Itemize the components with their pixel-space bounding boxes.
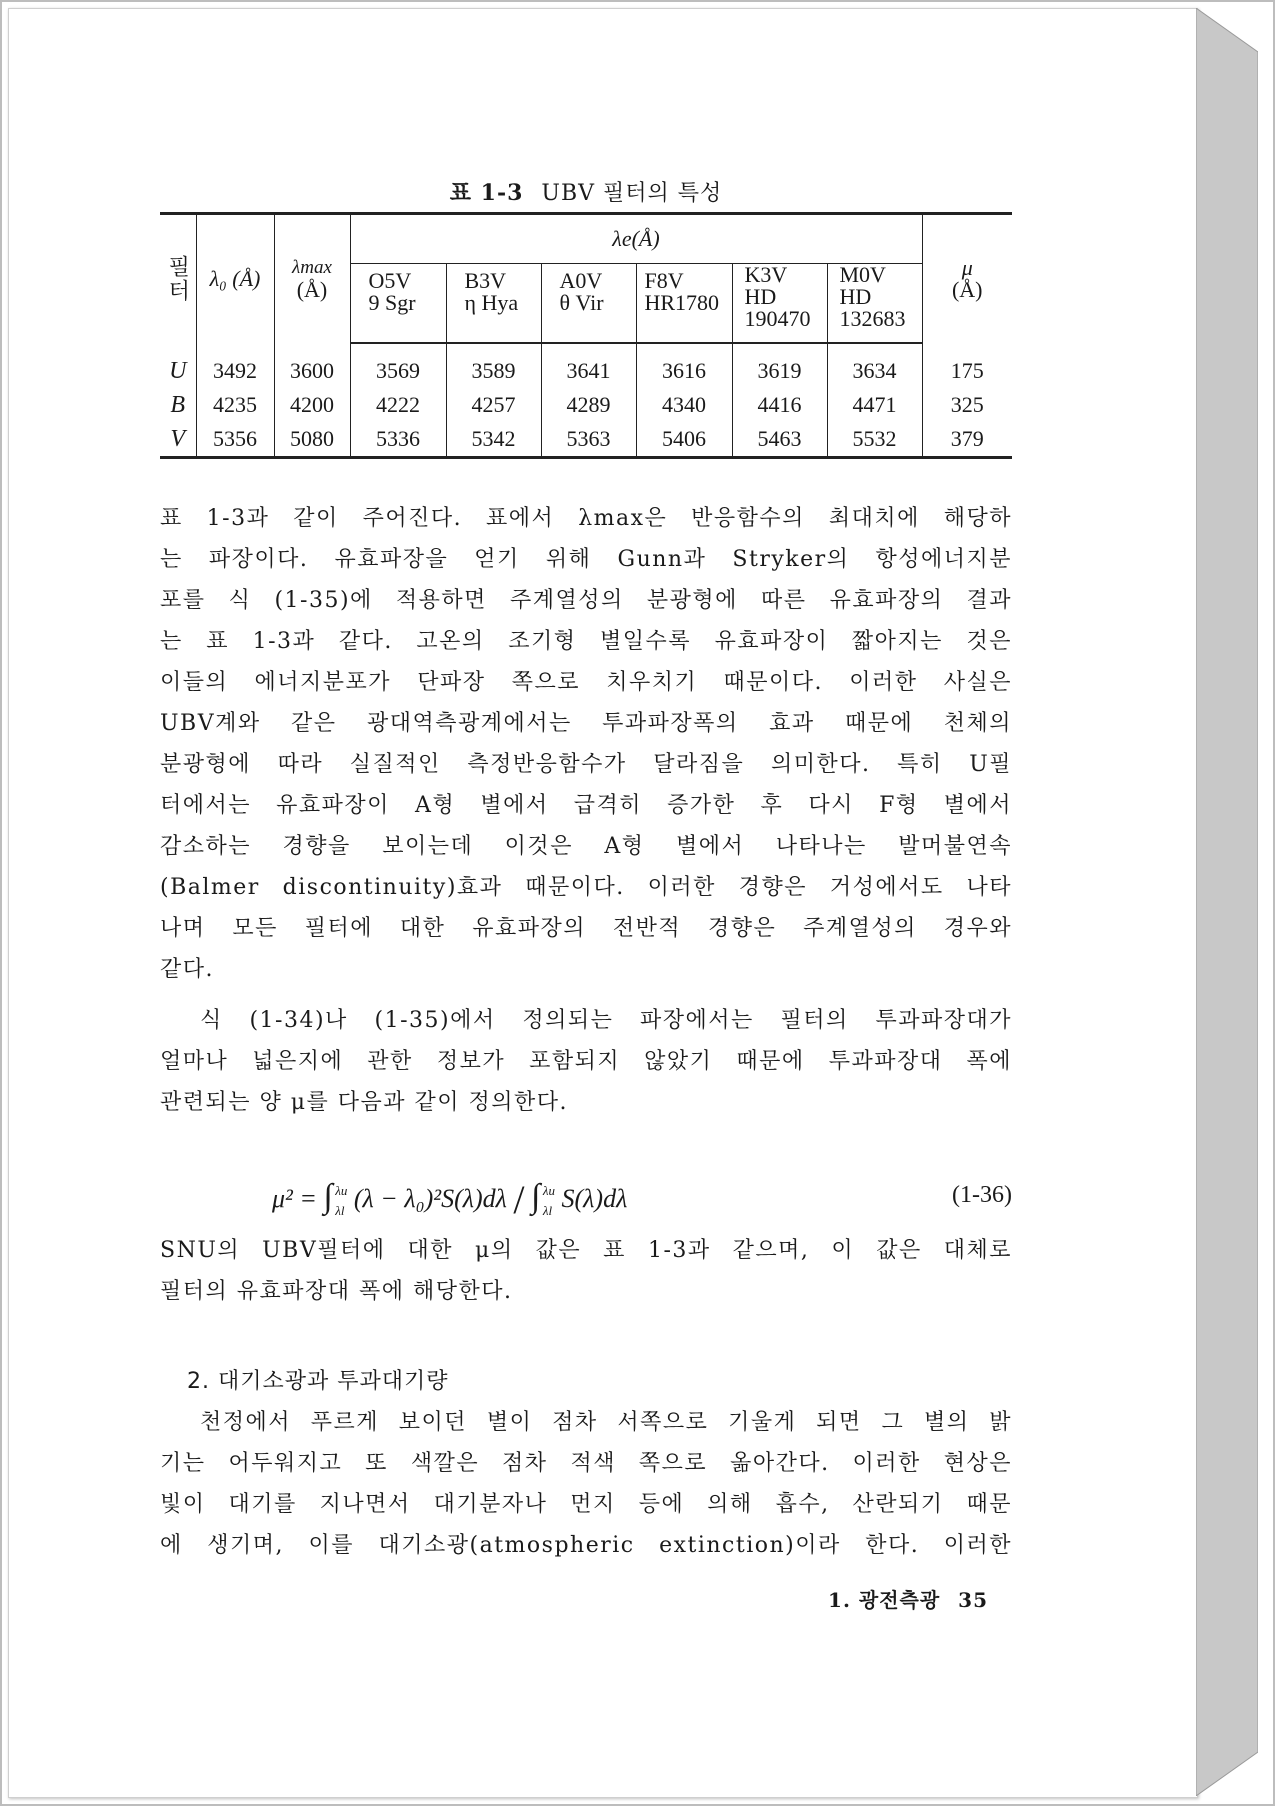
integrand-denominator: S(λ)dλ xyxy=(561,1184,628,1213)
cell-eff-f8v: 5406 xyxy=(636,422,732,458)
text-line: 필터의 유효파장대 폭에 해당한다. xyxy=(160,1279,513,1304)
integral-sign-icon: ∫ xyxy=(323,1178,333,1215)
cell-eff-k3v: 5463 xyxy=(732,422,827,458)
cell-band: U xyxy=(160,343,196,388)
integral-upper-limit: λu xyxy=(335,1183,348,1199)
cell-eff-f8v: 3616 xyxy=(636,343,732,388)
paragraph-1 xyxy=(160,498,1012,990)
cell-eff-a0v: 3641 xyxy=(541,343,636,388)
cell-eff-m0v: 4471 xyxy=(827,388,922,422)
cell-eff-o5v: 3569 xyxy=(350,343,446,388)
table-caption xyxy=(160,176,1012,207)
text-line: 나며 모든 필터에 대한 유효파장의 전반적 경향은 주계열성의 경우와 xyxy=(160,916,1012,941)
equation-body xyxy=(272,1176,627,1223)
text-line: 얼마나 넓은지에 관한 정보가 포함되지 않았기 때문에 투과파장대 폭에 xyxy=(160,1049,1012,1074)
header-filter: 필터 xyxy=(160,214,196,344)
text-line: 분광형에 따라 실질적인 측정반응함수가 달라짐을 의미한다. 특히 U필 xyxy=(160,752,1012,777)
integral-lower-limit: λl xyxy=(542,1203,553,1219)
text-line: (Balmer discontinuity)효과 때문이다. 이러한 경향은 거성에서도 나타 xyxy=(160,875,1012,900)
table-row-b xyxy=(160,388,1012,422)
text-line: 포를 식 (1-35)에 적용하면 주계열성의 분광형에 따른 유효파장의 결과 xyxy=(160,588,1012,613)
text-line: 감소하는 경향을 보이는데 이것은 A형 별에서 나타나는 발머불연속 xyxy=(160,834,1012,859)
table-caption-title: UBV 필터의 특성 xyxy=(541,181,723,206)
paragraph-3 xyxy=(160,1230,1012,1312)
text-line: 식 (1-34)나 (1-35)에서 정의되는 파장에서는 필터의 투과파장대가 xyxy=(200,1008,1012,1033)
text-line: 에 생기며, 이를 대기소광(atmospheric extinction)이라 한다. 이러한 xyxy=(160,1533,1012,1558)
text-line: 빛이 대기를 지나면서 대기분자나 먼지 등에 의해 흡수, 산란되기 때문 xyxy=(160,1492,1012,1517)
cell-band: B xyxy=(160,388,196,422)
text-line: 관련되는 양 μ를 다음과 같이 정의한다. xyxy=(160,1090,569,1115)
table-row-v xyxy=(160,422,1012,458)
cell-eff-k3v: 4416 xyxy=(732,388,827,422)
equation-lhs: μ² = xyxy=(272,1184,317,1213)
running-footer xyxy=(820,1584,988,1613)
integral-sign-icon: ∫ xyxy=(531,1178,541,1215)
fraction-slash-icon: / xyxy=(513,1177,525,1222)
cell-lambdamax: 5080 xyxy=(274,422,350,458)
cell-lambdamax: 4200 xyxy=(274,388,350,422)
cell-mu: 379 xyxy=(922,422,1012,458)
cell-mu: 175 xyxy=(922,343,1012,388)
header-lambda-eff: λe(Å) xyxy=(350,214,922,264)
cell-eff-k3v: 3619 xyxy=(732,343,827,388)
header-star-f8v: F8V HR1780 xyxy=(636,264,732,344)
text-line: UBV계와 같은 광대역측광계에서는 투과파장폭의 효과 때문에 천체의 xyxy=(160,711,1012,736)
cell-eff-a0v: 4289 xyxy=(541,388,636,422)
header-star-k3v: K3V HD 190470 xyxy=(732,264,827,344)
cell-eff-o5v: 4222 xyxy=(350,388,446,422)
integral-upper-limit: λu xyxy=(542,1183,556,1199)
cell-eff-b3v: 5342 xyxy=(446,422,541,458)
header-lambda0: λ₀ (Å) xyxy=(196,214,274,344)
header-lambdamax: λmax (Å) xyxy=(274,214,350,344)
text-line: 터에서는 유효파장이 A형 별에서 급격히 증가한 후 다시 F형 별에서 xyxy=(160,793,1012,818)
cell-eff-f8v: 4340 xyxy=(636,388,732,422)
text-line: 천정에서 푸르게 보이던 별이 점차 서쪽으로 기울게 되면 그 별의 밝 xyxy=(200,1410,1012,1435)
header-mu: μ (Å) xyxy=(922,214,1012,344)
cell-lambda0: 5356 xyxy=(196,422,274,458)
page-number: 35 xyxy=(958,1588,988,1612)
table-row-u xyxy=(160,343,1012,388)
table-caption-number: 표 1-3 xyxy=(449,180,524,206)
text-line: 같다. xyxy=(160,957,214,982)
header-star-o5v: O5V 9 Sgr xyxy=(350,264,446,344)
cell-mu: 325 xyxy=(922,388,1012,422)
equation-number: (1-36) xyxy=(952,1182,1012,1208)
text-line: 는 표 1-3과 같다. 고온의 조기형 별일수록 유효파장이 짧아지는 것은 xyxy=(160,629,1012,654)
paragraph-2 xyxy=(160,1000,1012,1123)
cell-eff-m0v: 3634 xyxy=(827,343,922,388)
text-line: 표 1-3과 같이 주어진다. 표에서 λmax은 반응함수의 최대치에 해당하 xyxy=(160,506,1012,531)
header-star-b3v: B3V η Hya xyxy=(446,264,541,344)
section-heading: 2. 대기소광과 투과대기량 xyxy=(187,1369,449,1394)
cell-eff-o5v: 5336 xyxy=(350,422,446,458)
text-line: 이들의 에너지분포가 단파장 쪽으로 치우치기 때문이다. 이러한 사실은 xyxy=(160,670,1012,695)
ubv-filter-table xyxy=(160,212,1012,459)
header-star-a0v: A0V θ Vir xyxy=(541,264,636,344)
integral-lower-limit: λl xyxy=(335,1203,345,1219)
text-line: 는 파장이다. 유효파장을 얻기 위해 Gunn과 Stryker의 항성에너지분 xyxy=(160,547,1012,572)
cell-eff-b3v: 3589 xyxy=(446,343,541,388)
cell-eff-b3v: 4257 xyxy=(446,388,541,422)
equation-1-36 xyxy=(160,1168,1012,1230)
cell-lambdamax: 3600 xyxy=(274,343,350,388)
header-star-m0v: M0V HD 132683 xyxy=(827,264,922,344)
footer-chapter: 1. 광전측광 xyxy=(828,1588,941,1612)
cell-lambda0: 3492 xyxy=(196,343,274,388)
cell-lambda0: 4235 xyxy=(196,388,274,422)
paragraph-4 xyxy=(160,1402,1012,1566)
text-line: 기는 어두워지고 또 색깔은 점차 적색 쪽으로 옮아간다. 이러한 현상은 xyxy=(160,1451,1012,1476)
integrand-numerator: (λ − λ₀)²S(λ)dλ xyxy=(353,1184,507,1213)
cell-eff-m0v: 5532 xyxy=(827,422,922,458)
cell-band: V xyxy=(160,422,196,458)
text-line: SNU의 UBV필터에 대한 μ의 값은 표 1-3과 같으며, 이 값은 대체로 xyxy=(160,1238,1012,1263)
page-edge-3d xyxy=(1196,8,1258,1796)
cell-eff-a0v: 5363 xyxy=(541,422,636,458)
